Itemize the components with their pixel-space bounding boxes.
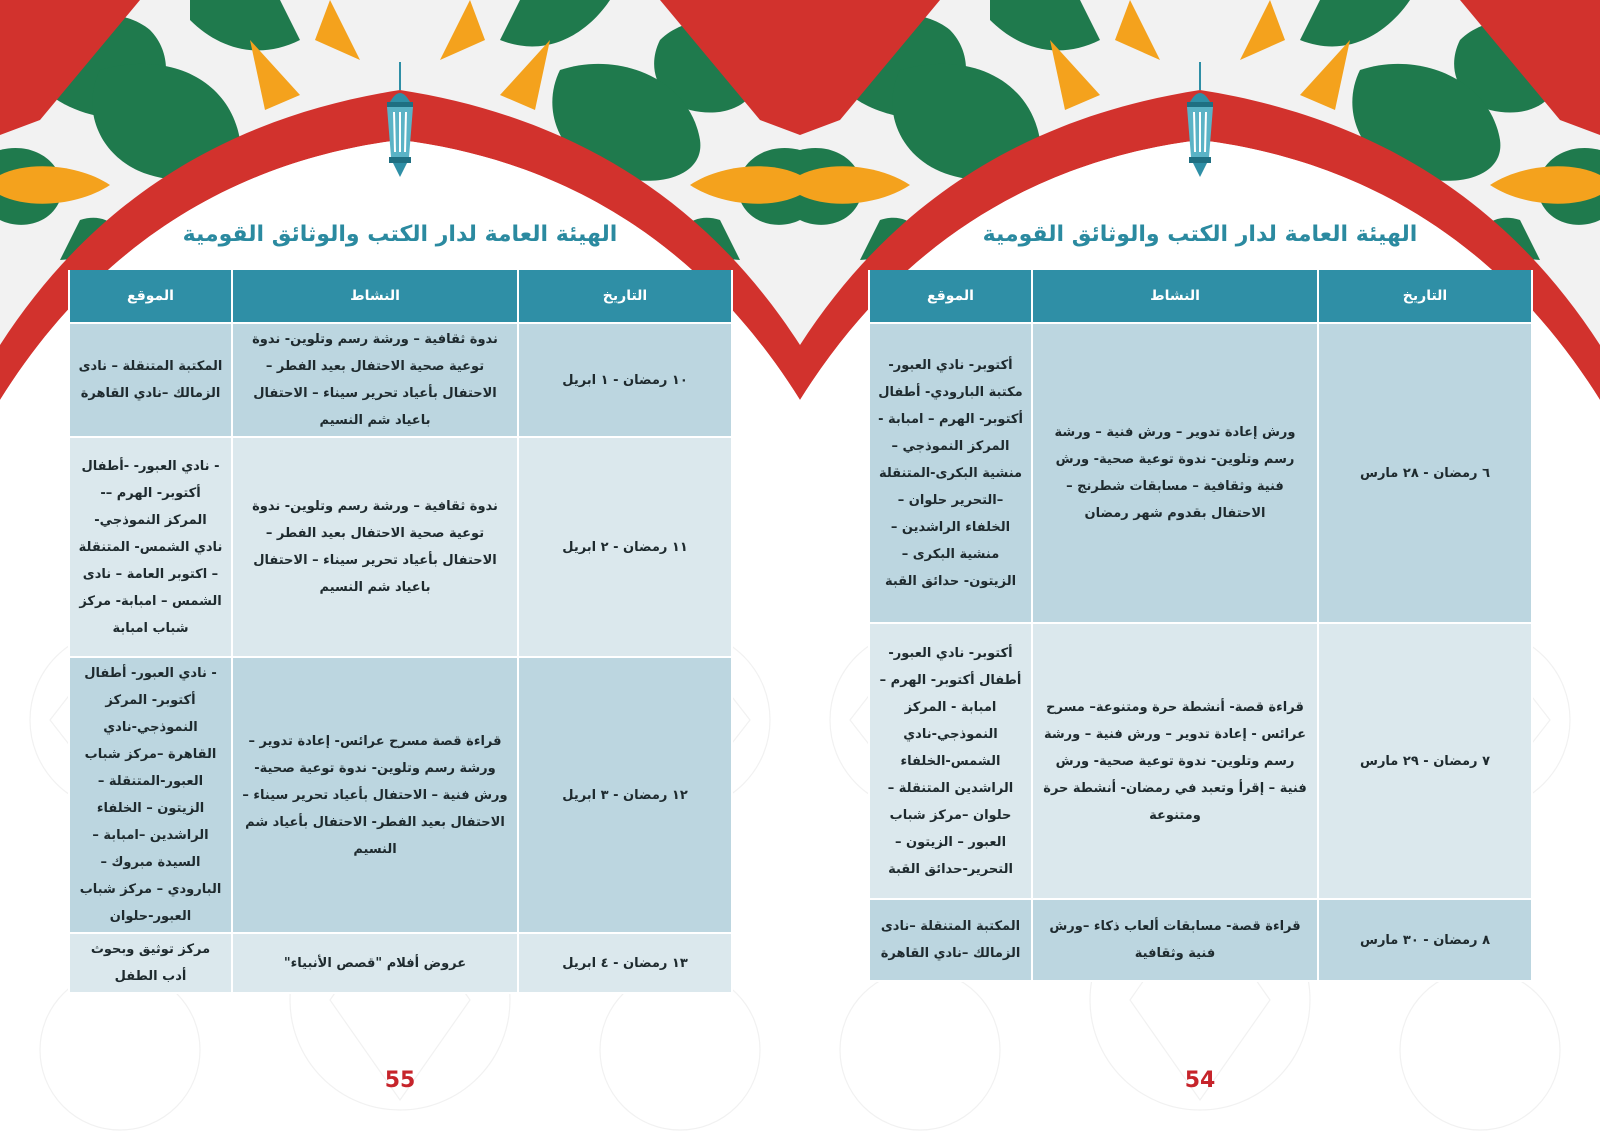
schedule-table: [868, 270, 1533, 982]
lantern-icon: [378, 62, 422, 192]
page-54: [800, 0, 1600, 1135]
activity-cell: قراءة قصة مسرح عرائس- إعادة تدوير – ورشة رسم وتلوين- ندوة توعية صحية- ورش فنية – الاحتفال بأعياد تحرير سيناء – الاحتفال بعيد الفطر- الاحتفال بأعياد شم النسيم: [232, 657, 518, 933]
table-row: [69, 323, 732, 437]
location-cell: المكتبة المتنقلة – نادى الزمالك –نادي القاهرة: [69, 323, 232, 437]
date-cell: ٦ رمضان - ٢٨ مارس: [1318, 323, 1532, 623]
table-row: [69, 933, 732, 993]
date-cell: ٧ رمضان - ٢٩ مارس: [1318, 623, 1532, 899]
date-cell: ١٣ رمضان - ٤ ابريل: [518, 933, 732, 993]
activity-cell: ندوة ثقافية – ورشة رسم وتلوين- ندوة توعية صحية الاحتفال بعيد الفطر – الاحتفال بأعياد تحرير سيناء – الاحتفال باعياد شم النسيم: [232, 323, 518, 437]
location-column-header: الموقع: [869, 270, 1032, 323]
activity-cell: عروض أفلام "قصص الأنبياء": [232, 933, 518, 993]
activity-column-header: النشاط: [1032, 270, 1318, 323]
activity-cell: ورش إعادة تدوير – ورش فنية – ورشة رسم وتلوين- ندوة توعية صحية- ورش فنية وثقافية – مسابقات شطرنج – الاحتفال بقدوم شهر رمضان: [1032, 323, 1318, 623]
date-column-header: التاريخ: [1318, 270, 1532, 323]
lantern-icon: [1178, 62, 1222, 192]
activity-cell: قراءة قصة- أنشطة حرة ومتنوعة– مسرح عرائس - إعادة تدوير – ورش فنية – ورشة رسم وتلوين- ندوة توعية صحية- ورش فنية – إقرأ وتعبد في رمضان- أنشطة حرة ومتنوعة: [1032, 623, 1318, 899]
table-row: [869, 623, 1532, 899]
schedule-table: [68, 270, 733, 994]
table-row: [869, 899, 1532, 981]
location-cell: - نادي العبور- -أطفال أكتوبر- الهرم –- المركز النموذجي- نادي الشمس- المتنقلة – اكتوبر العامة – نادى الشمس – امبابة- مركز شباب امبابة: [69, 437, 232, 657]
location-column-header: الموقع: [69, 270, 232, 323]
page-title: الهيئة العامة لدار الكتب والوثائق القومية: [982, 222, 1418, 247]
date-cell: ١٠ رمضان - ١ ابريل: [518, 323, 732, 437]
table-row: [69, 437, 732, 657]
location-cell: أكتوبر- نادي العبور- أطفال أكتوبر- الهرم –امبابة - المركز النموذجي-نادي الشمس-الخلفاء الراشدين المتنقلة – حلوان –مركز شباب العبور – الزيتون –التحرير-حدائق القبة: [869, 623, 1032, 899]
activity-cell: قراءة قصة- مسابقات ألعاب ذكاء –ورش فنية وثقافية: [1032, 899, 1318, 981]
activity-column-header: النشاط: [232, 270, 518, 323]
table-row: [869, 323, 1532, 623]
date-cell: ١١ رمضان - ٢ ابريل: [518, 437, 732, 657]
location-cell: - نادي العبور- أطفال أكتوبر- المركز النموذجي-نادي القاهرة –مركز شباب العبور-المتنقلة –الزيتون – الخلفاء الراشدين –امبابة – السيدة مبروك – البارودي – مركز شباب العبور-حلوان: [69, 657, 232, 933]
page-title: الهيئة العامة لدار الكتب والوثائق القومية: [182, 222, 618, 247]
location-cell: أكتوبر- نادي العبور- مكتبة البارودي- أطفال أكتوبر- الهرم – امبابة - المركز النموذجي –منشية البكرى-المتنقلة –التحرير حلوان – الخلفاء الراشدين –منشية البكرى – الزيتون- حدائق القبة: [869, 323, 1032, 623]
date-cell: ١٢ رمضان - ٣ ابريل: [518, 657, 732, 933]
table-header-row: [869, 270, 1532, 323]
location-cell: المكتبة المتنقلة –نادى الزمالك –نادي القاهرة: [869, 899, 1032, 981]
date-cell: ٨ رمضان - ٣٠ مارس: [1318, 899, 1532, 981]
table-header-row: [69, 270, 732, 323]
page-number: 54: [1184, 1068, 1216, 1093]
activity-cell: ندوة ثقافية – ورشة رسم وتلوين- ندوة توعية صحية الاحتفال بعيد الفطر – الاحتفال بأعياد تحرير سيناء – الاحتفال باعياد شم النسيم: [232, 437, 518, 657]
table-row: [69, 657, 732, 933]
date-column-header: التاريخ: [518, 270, 732, 323]
page-number: 55: [384, 1068, 416, 1093]
location-cell: مركز توثيق وبحوث أدب الطفل: [69, 933, 232, 993]
